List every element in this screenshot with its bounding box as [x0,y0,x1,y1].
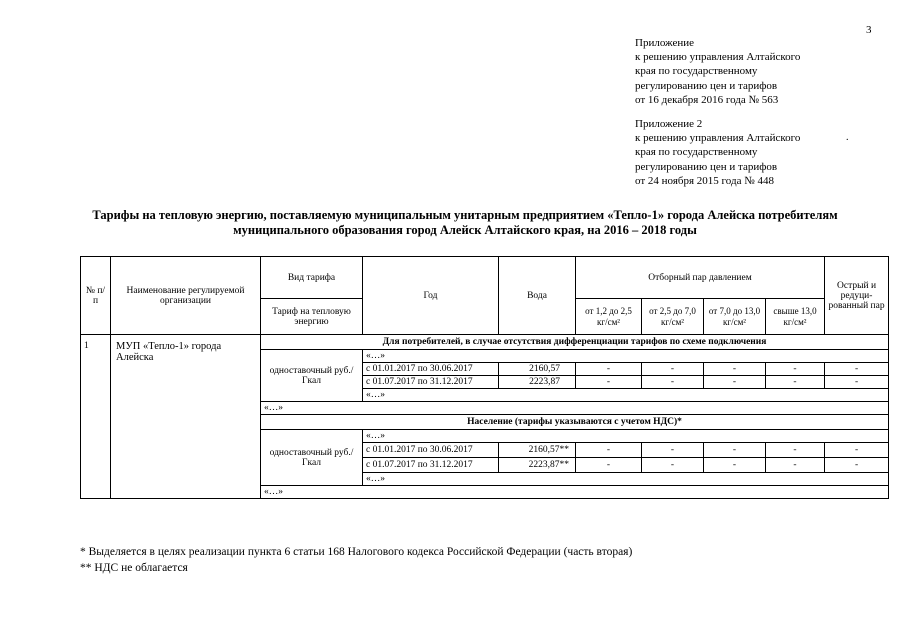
header-sharp-steam: Острый и редуци-рованный пар [825,257,889,335]
water-value: 2160,57 [499,363,576,376]
row-number: 1 [81,335,111,499]
page-number: 3 [866,24,872,36]
dash-cell: - [576,376,642,389]
appendix-2-line: Приложение 2 [635,118,703,130]
document-title [60,208,870,238]
appendix-1-line: к решению управления Алтайского [635,51,801,64]
section-2-heading: Население (тарифы указываются с учетом НДС)* [261,415,889,430]
tariff-table [80,256,889,499]
appendix-2-line: от 24 ноября 2015 года № 448 [635,174,774,187]
dash-cell: - [825,363,889,376]
title-line: муниципального образования город Алейск Алтайского края, на 2016 – 2018 годы [233,223,697,237]
appendix-2-block [635,117,800,188]
ellipsis-cell: «…» [363,473,889,486]
appendix-1-line: Приложение [635,37,695,49]
dash-cell: - [704,363,766,376]
dash-cell: - [576,363,642,376]
dash-cell: - [825,458,889,473]
dash-cell: - [704,443,766,458]
header-num: № п/п [81,257,111,335]
dash-cell: - [766,363,825,376]
dash-cell: - [825,376,889,389]
header-tariff-sub: Тариф на тепловую энергию [261,299,363,335]
water-value: 2223,87 [499,376,576,389]
ellipsis-cell: «…» [363,350,889,363]
header-tariff-type: Вид тарифа [261,257,363,299]
appendix-1-line: края по государственному [635,65,758,78]
tariff-type-cell: одноставочный руб./Гкал [261,430,363,486]
appendix-1-line: регулированию цен и тарифов [635,79,778,92]
dash-cell: - [704,458,766,473]
header-year: Год [363,257,499,335]
water-value: 2160,57** [499,443,576,458]
dash-cell: - [576,443,642,458]
period-cell: с 01.01.2017 по 30.06.2017 [363,363,499,376]
period-cell: с 01.07.2017 по 31.12.2017 [363,458,499,473]
ellipsis-cell: «…» [261,402,889,415]
tariff-type-cell: одноставочный руб./Гкал [261,350,363,402]
period-cell: с 01.07.2017 по 31.12.2017 [363,376,499,389]
appendix-2-line: к решению управления Алтайского [635,132,801,145]
ellipsis-cell: «…» [261,486,889,499]
header-org: Наименование регулируемой организации [111,257,261,335]
appendix-1-line: от 16 декабря 2016 года № 563 [635,93,779,106]
title-line: Тарифы на тепловую энергию, поставляемую муниципальным унитарным предприятием «Тепло-1» города Алейска потребителям [92,208,838,222]
section-1-heading: Для потребителей, в случае отсутствия дифференциации тарифов по схеме подключения [261,335,889,350]
header-steam: Отборный пар давлением [576,257,825,299]
header-pressure-2: от 2,5 до 7,0 кг/см² [642,299,704,335]
footnote-2: ** НДС не облагается [80,562,188,574]
water-value: 2223,87** [499,458,576,473]
header-pressure-4: свыше 13,0 кг/см² [766,299,825,335]
dash-cell: - [766,376,825,389]
dash-cell: - [766,458,825,473]
organization-name: МУП «Тепло-1» города Алейска [111,335,261,499]
appendix-1-block [635,36,800,107]
ellipsis-cell: «…» [363,389,889,402]
ellipsis-cell: «…» [363,430,889,443]
dash-cell: - [642,363,704,376]
header-pressure-3: от 7,0 до 13,0 кг/см² [704,299,766,335]
header-pressure-1: от 1,2 до 2,5 кг/см² [576,299,642,335]
dash-cell: - [704,376,766,389]
dash-cell: - [642,443,704,458]
header-water: Вода [499,257,576,335]
dash-cell: - [576,458,642,473]
dash-cell: - [825,443,889,458]
appendix-2-line: регулированию цен и тарифов [635,160,778,173]
period-cell: с 01.01.2017 по 30.06.2017 [363,443,499,458]
dash-cell: - [766,443,825,458]
stray-dot: . [846,132,849,143]
dash-cell: - [642,376,704,389]
dash-cell: - [642,458,704,473]
appendix-2-line: края по государственному [635,146,758,159]
footnote-1: * Выделяется в целях реализации пункта 6 статьи 168 Налогового кодекса Российской Федерации (часть вторая) [80,546,633,558]
